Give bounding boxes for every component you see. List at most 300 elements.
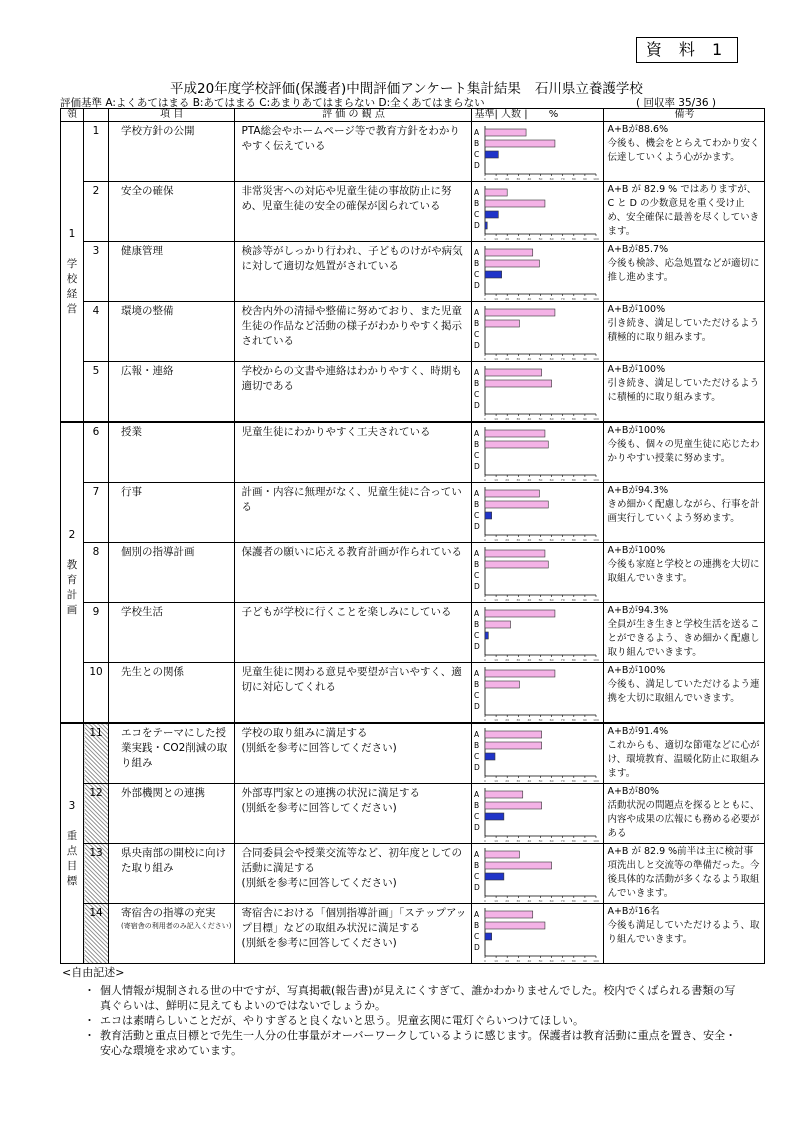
chart-bar	[485, 222, 487, 229]
chart-level-label: D	[474, 341, 481, 350]
chart-bar	[485, 731, 542, 738]
response-chart	[472, 122, 603, 182]
chart-tick-label: 40	[527, 658, 532, 662]
chart-level-label: A	[474, 850, 480, 859]
viewpoint-cell	[235, 663, 472, 723]
item-subnote: (寄宿舎の利用者のみ記入ください)	[121, 922, 232, 930]
chart-tick-label: 60	[550, 297, 554, 301]
free-comments	[62, 965, 742, 1058]
category-char: 画	[66, 603, 78, 616]
viewpoint-text: 児童生徒にわかりやすく工夫されている	[241, 426, 431, 438]
item-name-cell	[109, 122, 235, 182]
chart-tick-label: 90	[583, 177, 588, 181]
header-pct: %	[548, 109, 559, 120]
chart-tick-label: 100	[593, 478, 600, 482]
chart-tick-label: 70	[561, 177, 566, 181]
chart-level-label: C	[474, 691, 480, 700]
chart-bar	[485, 933, 492, 940]
viewpoint-text: 外部専門家との連携の状況に満足する (別紙を参考に回答してください)	[241, 787, 420, 814]
note-cell	[604, 182, 765, 242]
chart-bar	[485, 271, 502, 278]
item-name: 個別の指導計画	[121, 546, 195, 558]
chart-tick-label: 0	[484, 839, 487, 843]
chart-tick-label: 10	[494, 357, 499, 361]
chart-bar	[485, 369, 542, 376]
chart-bar	[485, 610, 555, 617]
chart-level-label: D	[474, 582, 481, 591]
header-note: 備考	[604, 109, 765, 122]
note-cell	[604, 302, 765, 362]
chart-level-label: B	[474, 680, 480, 689]
item-number: 1	[84, 122, 109, 182]
chart-bar	[485, 813, 504, 820]
chart-level-label: C	[474, 872, 480, 881]
chart-bar	[485, 140, 555, 147]
chart-tick-label: 100	[593, 598, 600, 602]
chart-tick-label: 100	[593, 417, 600, 421]
chart-tick-label: 40	[527, 177, 532, 181]
chart-bar	[485, 550, 545, 557]
chart-level-label: A	[474, 429, 480, 438]
category-char: 校	[66, 272, 78, 285]
chart-tick-label: 80	[572, 718, 577, 722]
header-number	[84, 109, 109, 122]
item-name: 寄宿舎の指導の充実	[121, 907, 216, 919]
chart-tick-label: 30	[516, 538, 521, 542]
item-name-cell	[109, 362, 235, 422]
chart-tick-label: 40	[527, 478, 532, 482]
viewpoint-cell	[235, 844, 472, 904]
category-char: 標	[66, 874, 78, 887]
table-row	[61, 784, 765, 844]
item-number: 14	[84, 904, 109, 964]
category-char: 目	[66, 859, 78, 872]
chart-cell	[472, 362, 604, 422]
chart-tick-label: 80	[572, 538, 577, 542]
chart-bar	[485, 129, 526, 136]
category-cell	[61, 423, 84, 723]
chart-tick-label: 80	[572, 478, 577, 482]
category-char: 重	[66, 829, 78, 842]
viewpoint-text: 児童生徒に関わる意見や要望が言いやすく、適切に対応してくれる	[241, 666, 462, 693]
chart-tick-label: 50	[539, 839, 543, 843]
chart-tick-label: 90	[583, 538, 588, 542]
chart-tick-label: 20	[505, 658, 510, 662]
chart-tick-label: 100	[593, 899, 600, 903]
category-cell	[61, 724, 84, 964]
chart-tick-label: 90	[583, 779, 588, 783]
chart-bar	[485, 151, 498, 158]
table-row	[61, 603, 765, 663]
note-cell	[604, 543, 765, 603]
chart-cell	[472, 904, 604, 964]
chart-tick-label: 60	[550, 478, 554, 482]
chart-tick-label: 0	[484, 538, 487, 542]
chart-bar	[485, 380, 552, 387]
viewpoint-cell	[235, 724, 472, 784]
item-name-cell	[109, 904, 235, 964]
chart-tick-label: 90	[583, 417, 588, 421]
chart-tick-label: 100	[593, 297, 600, 301]
item-number: 13	[84, 844, 109, 904]
chart-tick-label: 50	[539, 297, 543, 301]
chart-tick-label: 60	[550, 718, 554, 722]
item-name: 環境の整備	[121, 305, 174, 317]
document-label: 資 料 1	[636, 37, 738, 63]
viewpoint-text: PTA総会やホームページ等で教育方針をわかりやすく伝えている	[241, 125, 460, 152]
chart-tick-label: 80	[572, 658, 577, 662]
comment-item: ・ 個人情報が規制される世の中ですが、写真掲載(報告書)が見えにくすぎて、誰かわかりませんでした。校内でくばられる書類の写真ぐらいは、鮮明に見えてもよいのではないでしょうか。	[84, 984, 736, 1012]
chart-tick-label: 40	[527, 959, 532, 963]
chart-bar	[485, 211, 498, 218]
chart-tick-label: 80	[572, 779, 577, 783]
chart-level-label: D	[474, 281, 481, 290]
category-char: 1	[68, 227, 76, 240]
item-number: 9	[84, 603, 109, 663]
note-text: A+Bが100% 今後も、個々の児童生徒に応じたわかりやすい授業に努めます。	[607, 425, 760, 464]
viewpoint-cell	[235, 423, 472, 483]
viewpoint-text: 学校の取り組みに満足する (別紙を参考に回答してください)	[241, 727, 397, 754]
chart-tick-label: 30	[516, 297, 521, 301]
chart-tick-label: 60	[550, 779, 554, 783]
chart-tick-label: 80	[572, 237, 577, 241]
evaluation-table	[60, 108, 765, 964]
chart-tick-label: 70	[561, 839, 566, 843]
table-row	[61, 122, 765, 182]
criteria-text: 評価基準 A:よくあてはまる B:あてはまる C:あまりあてはまらない D:全くあてはまらない	[60, 97, 485, 109]
chart-tick-label: 70	[561, 899, 566, 903]
response-rate: ( 回収率 35/36 )	[636, 97, 716, 109]
chart-bar	[485, 561, 548, 568]
response-chart	[472, 182, 603, 242]
chart-bar	[485, 260, 539, 267]
category-char	[61, 242, 83, 257]
chart-tick-label: 100	[593, 779, 600, 783]
chart-level-label: D	[474, 943, 481, 952]
chart-tick-label: 30	[516, 357, 521, 361]
chart-tick-label: 80	[572, 959, 577, 963]
chart-tick-label: 100	[593, 718, 600, 722]
chart-tick-label: 30	[516, 899, 521, 903]
table-row	[61, 543, 765, 603]
chart-tick-label: 30	[516, 177, 521, 181]
viewpoint-cell	[235, 122, 472, 182]
chart-tick-label: 90	[583, 478, 588, 482]
chart-tick-label: 0	[484, 959, 487, 963]
chart-level-label: A	[474, 308, 480, 317]
chart-cell	[472, 302, 604, 362]
chart-tick-label: 70	[561, 658, 566, 662]
comment-text: エコは素晴らしいことだが、やりすぎると良くないと思う。児童玄関に電灯ぐらいつけてほしい。	[100, 1014, 584, 1027]
chart-tick-label: 60	[550, 839, 554, 843]
chart-tick-label: 20	[505, 177, 510, 181]
note-cell	[604, 122, 765, 182]
chart-tick-label: 10	[494, 718, 499, 722]
chart-tick-label: 30	[516, 839, 521, 843]
chart-level-label: A	[474, 549, 480, 558]
chart-tick-label: 70	[561, 779, 566, 783]
chart-level-label: C	[474, 270, 480, 279]
item-name-cell	[109, 844, 235, 904]
note-text: A+Bが88.6% 今後も、機会をとらえてわかり安く伝達していくよう心がかます。	[607, 124, 760, 163]
chart-bar	[485, 802, 542, 809]
chart-level-label: C	[474, 150, 480, 159]
chart-bar	[485, 189, 507, 196]
chart-tick-label: 100	[593, 357, 600, 361]
chart-level-label: B	[474, 741, 480, 750]
chart-bar	[485, 911, 533, 918]
chart-tick-label: 90	[583, 718, 588, 722]
viewpoint-cell	[235, 784, 472, 844]
viewpoint-text: 校舎内外の清掃や整備に努めており、また児童生徒の作品など活動の様子がわかりやすく掲示されている	[241, 305, 462, 347]
note-text: A+Bが85.7% 今後も検診、応急処置などが適切に推し進めます。	[607, 244, 760, 283]
table-row	[61, 362, 765, 422]
chart-tick-label: 10	[494, 478, 499, 482]
chart-tick-label: 40	[527, 297, 532, 301]
chart-tick-label: 100	[593, 237, 600, 241]
item-name-cell	[109, 543, 235, 603]
survey-title: 平成20年度学校評価(保護者)中間評価アンケート集計結果	[170, 81, 521, 97]
chart-tick-label: 60	[550, 658, 554, 662]
chart-bar	[485, 670, 555, 677]
chart-tick-label: 40	[527, 779, 532, 783]
chart-tick-label: 90	[583, 237, 588, 241]
chart-tick-label: 80	[572, 297, 577, 301]
chart-cell	[472, 122, 604, 182]
item-number: 11	[84, 724, 109, 784]
viewpoint-text: 学校からの文書や連絡はわかりやすく、時期も適切である	[241, 365, 462, 392]
chart-tick-label: 30	[516, 779, 521, 783]
chart-tick-label: 100	[593, 658, 600, 662]
note-text: A+Bが100% 引き続き、満足していただけるように積極的に取り組みます。	[607, 364, 760, 403]
note-cell	[604, 242, 765, 302]
chart-tick-label: 70	[561, 478, 566, 482]
chart-tick-label: 0	[484, 297, 487, 301]
chart-bar	[485, 441, 548, 448]
viewpoint-text: 子どもが学校に行くことを楽しみにしている	[241, 606, 452, 618]
category-char: 経	[66, 287, 78, 300]
chart-level-label: B	[474, 319, 480, 328]
chart-level-label: D	[474, 161, 481, 170]
chart-tick-label: 40	[527, 899, 532, 903]
chart-tick-label: 10	[494, 658, 499, 662]
chart-level-label: A	[474, 790, 480, 799]
note-cell	[604, 483, 765, 543]
category-char: 育	[66, 573, 78, 586]
item-number: 4	[84, 302, 109, 362]
chart-tick-label: 60	[550, 357, 554, 361]
chart-level-label: C	[474, 752, 480, 761]
chart-tick-label: 20	[505, 538, 510, 542]
free-comments-header: <自由記述>	[62, 966, 125, 979]
category-char: 営	[66, 302, 78, 315]
chart-tick-label: 100	[593, 839, 600, 843]
viewpoint-cell	[235, 904, 472, 964]
note-text: A+Bが94.3% 全員が生き生きと学校生活を送ることができるよう、きめ細かく配慮し取り組んでいきます。	[607, 605, 760, 658]
chart-tick-label: 10	[494, 417, 499, 421]
viewpoint-cell	[235, 603, 472, 663]
chart-tick-label: 20	[505, 899, 510, 903]
chart-cell	[472, 483, 604, 543]
chart-tick-label: 90	[583, 839, 588, 843]
chart-level-label: B	[474, 440, 480, 449]
chart-tick-label: 30	[516, 658, 521, 662]
chart-tick-label: 20	[505, 779, 510, 783]
chart-bar	[485, 632, 488, 639]
item-name-cell	[109, 724, 235, 784]
note-cell	[604, 904, 765, 964]
chart-tick-label: 0	[484, 417, 487, 421]
chart-tick-label: 60	[550, 417, 554, 421]
chart-tick-label: 10	[494, 237, 499, 241]
chart-level-label: B	[474, 861, 480, 870]
chart-tick-label: 10	[494, 538, 499, 542]
chart-tick-label: 100	[593, 177, 600, 181]
chart-level-label: C	[474, 631, 480, 640]
chart-level-label: B	[474, 620, 480, 629]
item-name-cell	[109, 302, 235, 362]
chart-tick-label: 80	[572, 839, 577, 843]
chart-tick-label: 50	[539, 417, 543, 421]
comment-text: 教育活動と重点目標とで先生一人分の仕事量がオーバーワークしているように感じます。保護者は教育活動に重点を置き、安全・安心な環境を求めています。	[100, 1029, 737, 1057]
chart-tick-label: 50	[539, 237, 543, 241]
chart-tick-label: 20	[505, 598, 510, 602]
chart-tick-label: 0	[484, 237, 487, 241]
item-name-cell	[109, 603, 235, 663]
response-chart	[472, 784, 603, 844]
header-category: 領	[61, 109, 84, 122]
item-name-cell	[109, 663, 235, 723]
chart-tick-label: 20	[505, 718, 510, 722]
chart-tick-label: 40	[527, 357, 532, 361]
viewpoint-text: 合同委員会や授業交流等など、初年度としての活動に満足する (別紙を参考に回答してください)	[241, 847, 462, 889]
chart-tick-label: 50	[539, 357, 543, 361]
chart-bar	[485, 873, 504, 880]
chart-tick-label: 0	[484, 598, 487, 602]
chart-level-label: D	[474, 702, 481, 711]
item-name: 外部機関との連携	[121, 787, 205, 799]
chart-cell	[472, 603, 604, 663]
chart-tick-label: 70	[561, 237, 566, 241]
category-char: 2	[68, 528, 76, 541]
chart-tick-label: 10	[494, 959, 499, 963]
chart-bar	[485, 753, 495, 760]
chart-tick-label: 20	[505, 478, 510, 482]
chart-cell	[472, 182, 604, 242]
chart-cell	[472, 844, 604, 904]
item-number: 8	[84, 543, 109, 603]
chart-bar	[485, 742, 542, 749]
chart-tick-label: 80	[572, 899, 577, 903]
note-cell	[604, 784, 765, 844]
chart-level-label: C	[474, 932, 480, 941]
chart-tick-label: 90	[583, 357, 588, 361]
note-cell	[604, 362, 765, 422]
chart-level-label: A	[474, 368, 480, 377]
chart-tick-label: 60	[550, 177, 554, 181]
viewpoint-cell	[235, 242, 472, 302]
chart-level-label: C	[474, 210, 480, 219]
chart-level-label: B	[474, 259, 480, 268]
chart-bar	[485, 309, 555, 316]
chart-tick-label: 30	[516, 959, 521, 963]
header-ninzu: 人数	[501, 109, 522, 120]
table-row	[61, 302, 765, 362]
item-number: 6	[84, 423, 109, 483]
item-name: 健康管理	[121, 245, 163, 257]
table-row	[61, 904, 765, 964]
chart-tick-label: 10	[494, 297, 499, 301]
chart-level-label: A	[474, 669, 480, 678]
table-row	[61, 182, 765, 242]
chart-level-label: C	[474, 511, 480, 520]
chart-tick-label: 50	[539, 779, 543, 783]
chart-tick-label: 20	[505, 839, 510, 843]
chart-tick-label: 20	[505, 297, 510, 301]
item-number: 5	[84, 362, 109, 422]
table-row	[61, 483, 765, 543]
note-text: A+Bが16名 今後も満足していただけるよう、取り組んでいきます。	[607, 906, 760, 945]
chart-tick-label: 0	[484, 779, 487, 783]
chart-tick-label: 10	[494, 839, 499, 843]
table-header-row	[61, 109, 765, 122]
note-text: A+B が 82.9 % ではありますが、C と D の少数意見を重く受け止め、安全確保に最善を尽くしていきます。	[607, 184, 760, 237]
response-chart	[472, 904, 603, 964]
response-chart	[472, 362, 603, 422]
chart-tick-label: 50	[539, 177, 543, 181]
chart-cell	[472, 663, 604, 723]
chart-bar	[485, 430, 545, 437]
response-chart	[472, 724, 603, 784]
chart-tick-label: 10	[494, 177, 499, 181]
response-chart	[472, 242, 603, 302]
chart-level-label: D	[474, 221, 481, 230]
chart-tick-label: 90	[583, 658, 588, 662]
header-kijun: 基準	[474, 109, 495, 120]
category-char	[61, 543, 83, 558]
chart-tick-label: 10	[494, 899, 499, 903]
chart-tick-label: 90	[583, 899, 588, 903]
chart-tick-label: 60	[550, 959, 554, 963]
chart-tick-label: 60	[550, 598, 554, 602]
response-chart	[472, 603, 603, 663]
chart-level-label: D	[474, 522, 481, 531]
item-name: 学校方針の公開	[121, 125, 195, 137]
chart-tick-label: 90	[583, 297, 588, 301]
header-chart: 基準| 人数 | %	[472, 109, 604, 122]
note-cell	[604, 724, 765, 784]
chart-tick-label: 0	[484, 718, 487, 722]
chart-tick-label: 0	[484, 478, 487, 482]
chart-tick-label: 50	[539, 478, 543, 482]
chart-tick-label: 90	[583, 598, 588, 602]
chart-cell	[472, 242, 604, 302]
chart-tick-label: 40	[527, 417, 532, 421]
chart-bar	[485, 320, 519, 327]
chart-tick-label: 30	[516, 417, 521, 421]
page-title	[170, 77, 643, 97]
chart-level-label: B	[474, 379, 480, 388]
chart-bar	[485, 249, 533, 256]
chart-bar	[485, 851, 519, 858]
chart-tick-label: 80	[572, 598, 577, 602]
note-cell	[604, 844, 765, 904]
chart-tick-label: 40	[527, 718, 532, 722]
chart-tick-label: 30	[516, 478, 521, 482]
viewpoint-text: 非常災害への対応や児童生徒の事故防止に努め、児童生徒の安全の確保が図られている	[241, 185, 452, 212]
chart-tick-label: 20	[505, 959, 510, 963]
item-name: 広報・連絡	[121, 365, 174, 377]
